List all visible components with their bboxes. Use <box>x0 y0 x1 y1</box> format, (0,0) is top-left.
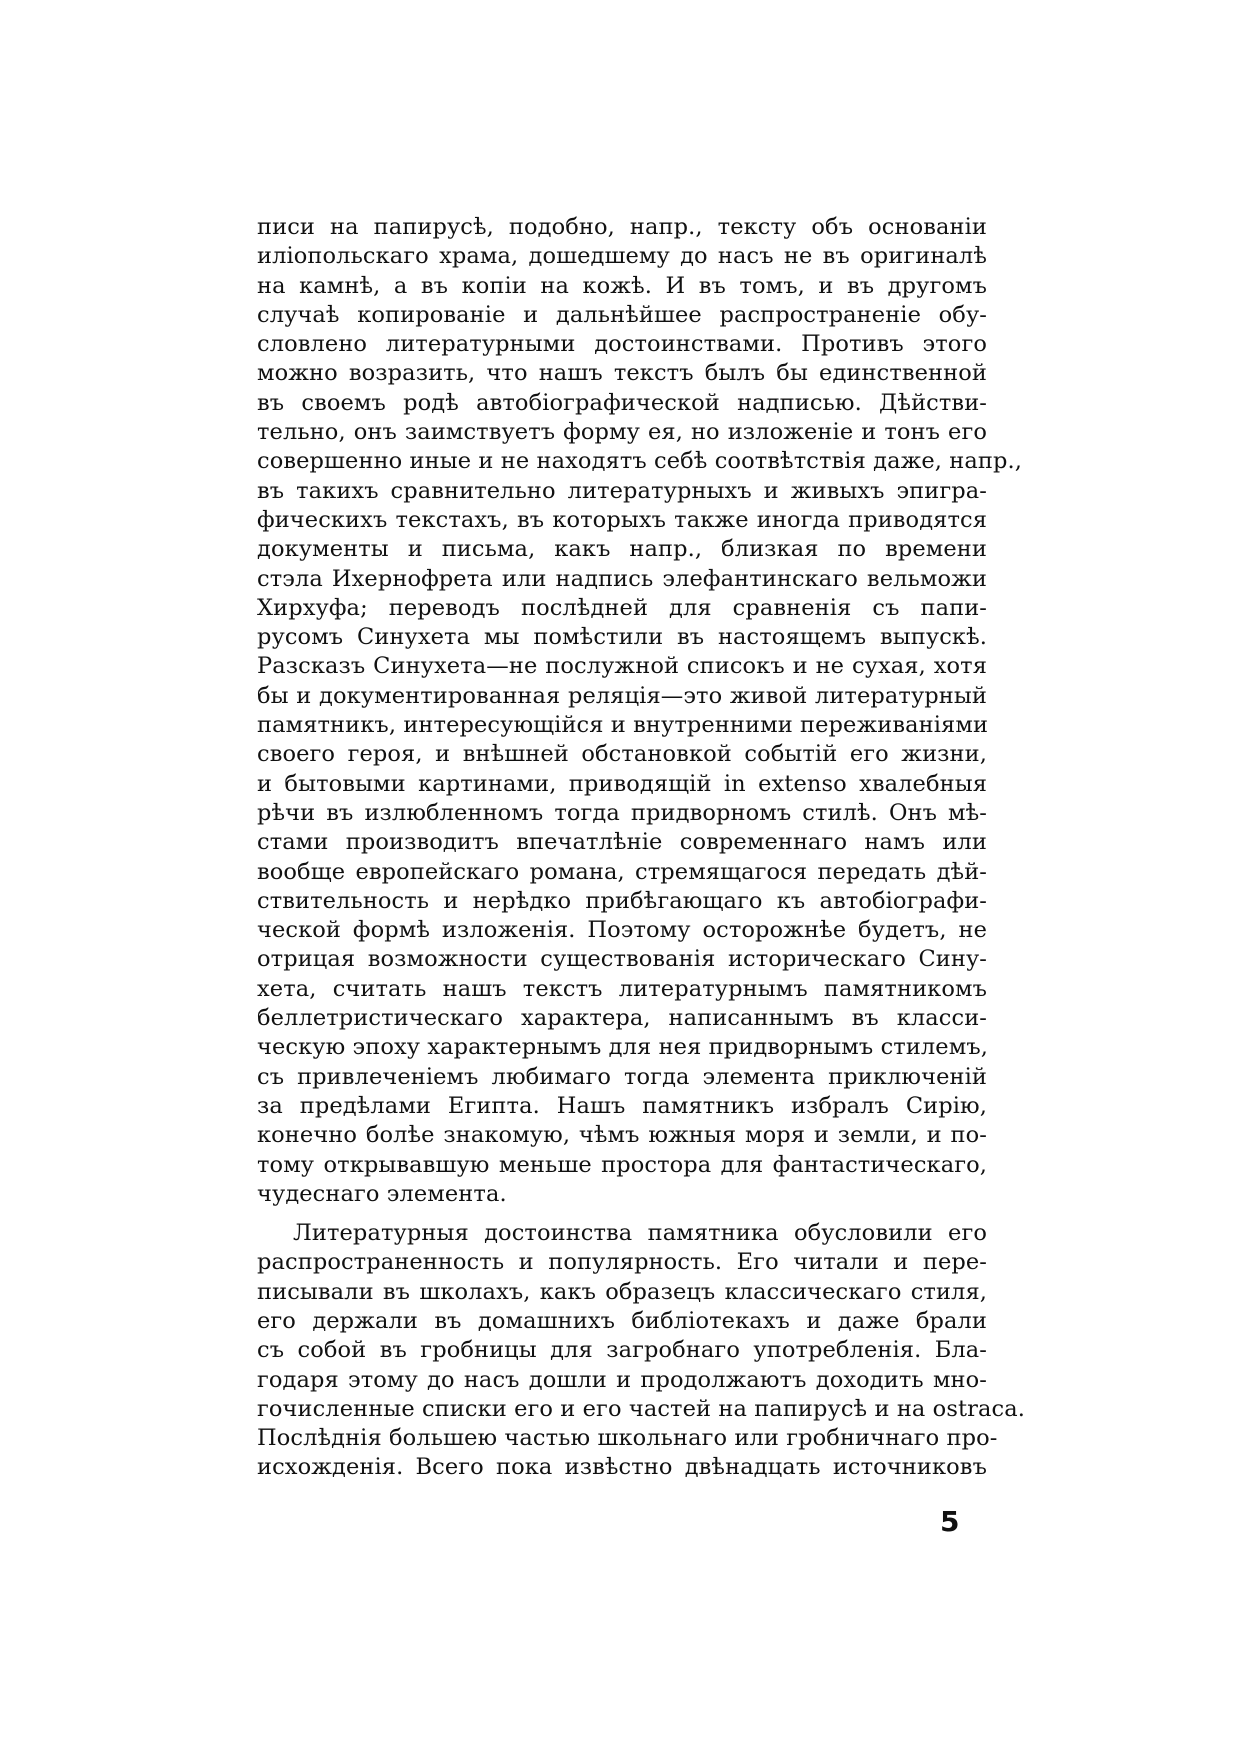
text-line: писи на папирусѣ, подобно, напр., тексту объ основанiи <box>257 214 987 240</box>
text-line: его держали въ домашнихъ библiотекахъ и даже брали <box>257 1307 987 1334</box>
text-line: Послѣднiя большею частью школьнаго или гробничнаго про- <box>257 1425 998 1452</box>
text-line: и бытовыми картинами, приводящiй in extenso хвалебныя <box>257 770 987 797</box>
text-line: Литературныя достоинства памятника обусловили его <box>293 1220 987 1247</box>
text-line: конечно болѣе знакомую, чѣмъ южныя моря и земли, и по- <box>257 1122 987 1149</box>
text-line: въ своемъ родѣ автобiографической надписью. Дѣйстви- <box>257 389 987 416</box>
text-line: годаря этому до насъ дошли и продолжаютъ доходить мно- <box>257 1366 987 1393</box>
text-line: отрицая возможности существованiя историческаго Сину- <box>257 946 987 973</box>
paragraph-2 <box>257 1219 1025 1483</box>
text-line: бы и документированная реляцiя—это живой литературный <box>257 682 987 709</box>
text-line: Хирхуфа; переводъ послѣдней для сравненiя съ папи- <box>257 594 987 621</box>
text-line: ческую эпоху характернымъ для нея придворнымъ стилемъ, <box>257 1034 988 1061</box>
text-line: илiопольскаго храма, дошедшему до насъ не въ оригиналѣ <box>257 243 987 270</box>
text-line: съ собой въ гробницы для загробнаго употребленiя. Бла- <box>257 1337 987 1364</box>
text-line: на камнѣ, а въ копiи на кожѣ. И въ томъ, и въ другомъ <box>257 272 987 299</box>
text-line: совершенно иные и не находятъ себѣ соотвѣтствiя даже, напр., <box>257 448 1023 475</box>
text-line: гочисленные списки его и его частей на папирусѣ и на ostraca. <box>257 1395 1025 1422</box>
text-line: чудеснаго элемента. <box>257 1180 507 1207</box>
text-line: Разсказъ Синухета—не послужной списокъ и не сухая, хотя <box>257 653 987 680</box>
paragraph-1 <box>257 213 1023 1209</box>
text-line: рѣчи въ излюбленномъ тогда придворномъ стилѣ. Онъ мѣ- <box>257 799 987 826</box>
text-line: документы и письма, какъ напр., близкая по времени <box>257 536 987 563</box>
text-line: въ такихъ сравнительно литературныхъ и живыхъ эпигра- <box>257 477 987 504</box>
page-number: 5 <box>940 1505 960 1538</box>
text-line: можно возразить, что нашъ текстъ былъ бы единственной <box>257 360 987 387</box>
text-line: вообще европейскаго романа, стремящагося передать дѣй- <box>257 858 987 885</box>
text-line: памятникъ, интересующiйся и внутренними переживанiями <box>257 712 989 739</box>
text-line: фическихъ текстахъ, въ которыхъ также иногда приводятся <box>257 506 987 533</box>
text-line: писывали въ школахъ, какъ образецъ классическаго стиля, <box>257 1278 987 1305</box>
text-line: русомъ Синухета мы помѣстили въ настоящемъ выпускѣ. <box>257 624 987 651</box>
text-line: беллетристическаго характера, написаннымъ въ класси- <box>257 1005 987 1032</box>
text-line: исхожденiя. Всего пока извѣстно двѣнадцать источниковъ <box>257 1454 987 1481</box>
body-text <box>257 213 1025 1483</box>
text-line: за предѣлами Египта. Нашъ памятникъ избралъ Сирiю, <box>257 1092 987 1119</box>
text-line: стами производитъ впечатлѣнiе современнаго намъ или <box>257 829 987 856</box>
text-line: случаѣ копированiе и дальнѣйшее распространенiе обу- <box>257 301 987 328</box>
text-line: хета, считать нашъ текстъ литературнымъ памятникомъ <box>257 975 987 1002</box>
text-line: распространенность и популярность. Его читали и пере- <box>257 1249 987 1276</box>
paragraph-spacer <box>257 1209 987 1219</box>
text-line: стэла Ихернофрета или надпись элефантинскаго вельможи <box>257 565 987 592</box>
text-line: словлено литературными достоинствами. Противъ этого <box>257 331 987 358</box>
text-line: ствительность и нерѣдко прибѣгающаго къ автобiографи- <box>257 887 987 914</box>
text-line: своего героя, и внѣшней обстановкой событiй его жизни, <box>257 741 987 768</box>
text-line: тельно, онъ заимствуетъ форму ея, но изложенiе и тонъ его <box>257 419 987 446</box>
text-line: тому открывавшую меньше простора для фантастическаго, <box>257 1151 987 1178</box>
text-line: ческой формѣ изложенiя. Поэтому осторожнѣе будетъ, не <box>257 917 987 944</box>
text-line: съ привлеченiемъ любимаго тогда элемента приключенiй <box>257 1063 987 1090</box>
